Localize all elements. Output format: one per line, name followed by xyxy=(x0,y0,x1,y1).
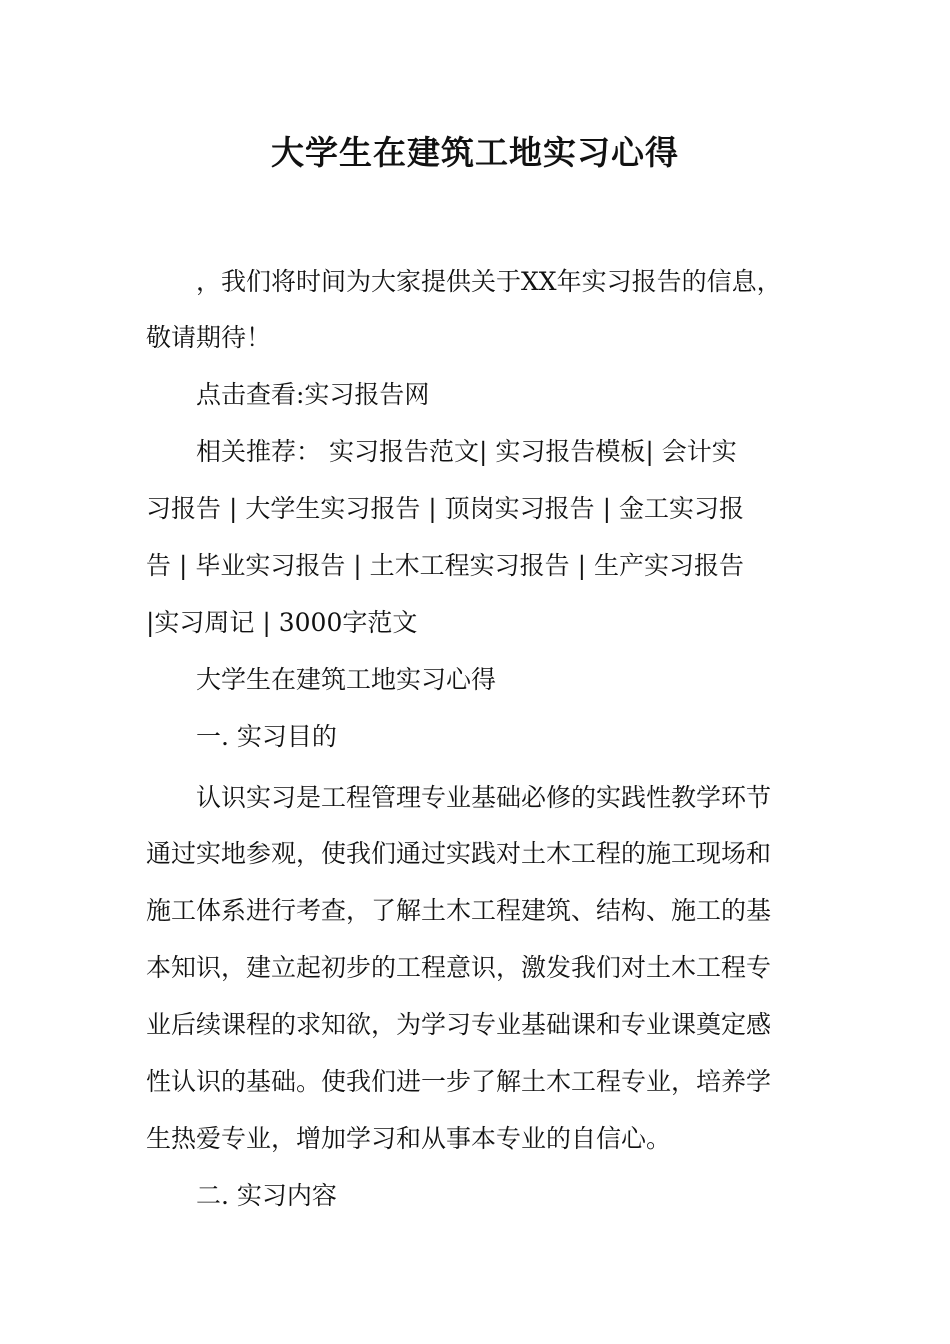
paragraph-line: 通过实地参观，使我们通过实践对土木工程的施工现场和 xyxy=(146,839,772,868)
recommend-line: 习报告 | 大学生实习报告 | 顶岗实习报告 | 金工实习报 xyxy=(146,494,744,523)
paragraph-line: 施工体系进行考查，了解土木工程建筑、结构、施工的基 xyxy=(146,896,772,925)
recommend-line: |实习周记 | 3000字范文 xyxy=(146,608,418,637)
paragraph-line: 性认识的基础。使我们进一步了解土木工程专业，培养学 xyxy=(146,1067,772,1096)
paragraph-line: 生热爱专业，增加学习和从事本专业的自信心。 xyxy=(146,1124,672,1153)
paragraph-line: 认识实习是工程管理专业基础必修的实践性教学环节 xyxy=(196,783,772,812)
document-title: 大学生在建筑工地实习心得 xyxy=(271,133,679,172)
paragraph-line: ，我们将时间为大家提供关于XX年实习报告的信息， xyxy=(196,267,782,296)
section-heading: 二. 实习内容 xyxy=(196,1181,337,1210)
recommend-line: 告 | 毕业实习报告 | 土木工程实习报告 | 生产实习报告 xyxy=(146,551,744,580)
paragraph-line: 业后续课程的求知欲，为学习专业基础课和专业课奠定感 xyxy=(146,1010,772,1039)
section-heading: 一. 实习目的 xyxy=(196,722,337,751)
section-heading: 大学生在建筑工地实习心得 xyxy=(196,665,497,694)
paragraph-line: 敬请期待！ xyxy=(146,323,272,352)
paragraph-line: 本知识，建立起初步的工程意识，激发我们对土木工程专 xyxy=(146,953,772,982)
recommend-line: 相关推荐： 实习报告范文| 实习报告模板| 会计实 xyxy=(196,437,737,466)
paragraph-line: 点击查看:实习报告网 xyxy=(196,380,430,409)
